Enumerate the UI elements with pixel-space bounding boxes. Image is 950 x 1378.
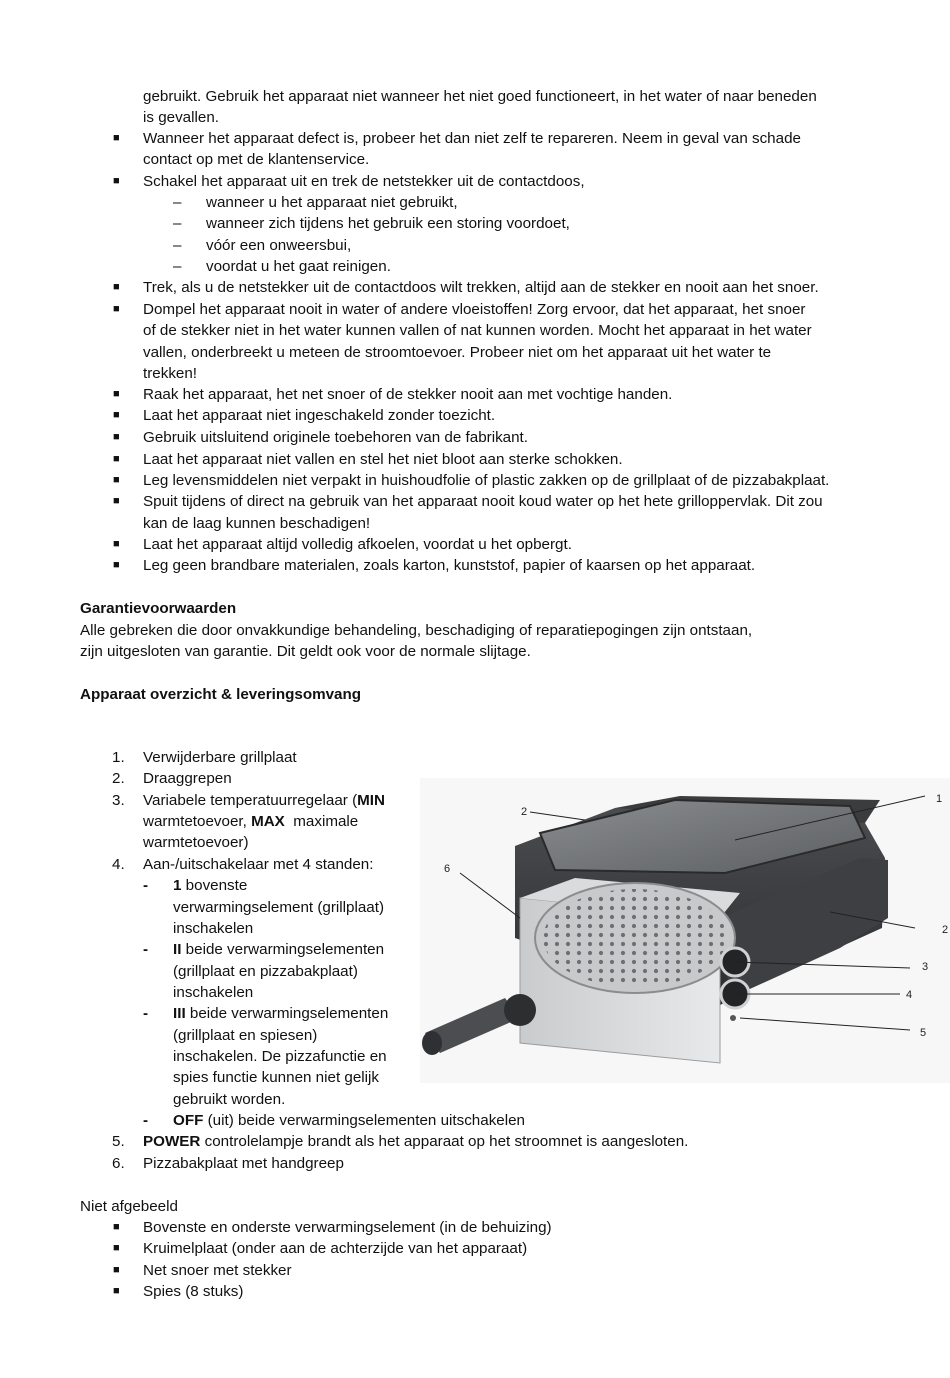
switch-setting: verwarmingselement (grillplaat)	[173, 899, 385, 916]
figure-label-4: 4	[906, 989, 913, 1001]
overview-item: Verwijderbare grillplaat	[143, 749, 297, 766]
bullet-square-icon: ■	[113, 474, 120, 486]
safety-subitem: voordat u het gaat reinigen.	[206, 258, 391, 275]
warranty-text: zijn uitgesloten van garantie. Dit geldt ook voor de normale slijtage.	[80, 643, 531, 660]
warranty-heading: Garantievoorwaarden	[80, 600, 237, 617]
list-number: 4.	[112, 856, 125, 873]
bullet-square-icon: ■	[113, 495, 120, 507]
dash-bullet-icon: –	[173, 258, 182, 275]
bullet-square-icon: ■	[113, 559, 120, 571]
bullet-square-icon: ■	[113, 303, 120, 315]
figure-label-2: 2	[521, 806, 528, 818]
bullet-square-icon: ■	[113, 538, 120, 550]
dash-bullet-icon: –	[173, 194, 182, 211]
bullet-square-icon: ■	[113, 1221, 120, 1233]
safety-item: vallen, onderbreekt u meteen de stroomtoevoer. Probeer niet om het apparaat uit het water te	[143, 344, 772, 361]
dash-bullet-icon: –	[173, 237, 182, 254]
list-number: 2.	[112, 770, 125, 787]
safety-item: Leg geen brandbare materialen, zoals karton, kunststof, papier of kaarsen op het apparaat.	[143, 557, 756, 574]
pizza-handle-end	[422, 1031, 442, 1055]
power-lamp	[730, 1015, 736, 1021]
overview-item: Aan-/uitschakelaar met 4 standen:	[143, 856, 374, 873]
figure-label-5: 5	[920, 1027, 927, 1039]
safety-item: Gebruik uitsluitend originele toebehoren van de fabrikant.	[143, 429, 528, 446]
safety-subitem: wanneer u het apparaat niet gebruikt,	[206, 194, 458, 211]
list-number: 1.	[112, 749, 125, 766]
overview-heading: Apparaat overzicht & leveringsomvang	[80, 686, 362, 703]
bullet-square-icon: ■	[113, 1285, 120, 1297]
not-shown-item: Net snoer met stekker	[143, 1262, 292, 1279]
not-shown-heading: Niet afgebeeld	[80, 1198, 178, 1215]
overview-item: Variabele temperatuurregelaar (MIN	[143, 792, 385, 809]
switch-setting: inschakelen	[173, 984, 254, 1001]
bullet-square-icon: ■	[113, 388, 120, 400]
bullet-square-icon: ■	[113, 1264, 120, 1276]
grill-device-illustration	[420, 778, 950, 1083]
switch-setting: OFF (uit) beide verwarmingselementen uitschakelen	[173, 1112, 526, 1129]
overview-item: Draaggrepen	[143, 770, 232, 787]
figure-label-1: 1	[936, 793, 943, 805]
figure-label-3: 3	[922, 961, 929, 973]
overview-item: warmtetoevoer, MAX maximale	[143, 813, 359, 830]
dash-bullet-icon: -	[143, 877, 149, 894]
safety-item: Schakel het apparaat uit en trek de netstekker uit de contactdoos,	[143, 173, 585, 190]
safety-subitem: wanneer zich tijdens het gebruik een storing voordoet,	[206, 215, 570, 232]
dash-bullet-icon: -	[143, 1005, 149, 1022]
safety-item: Raak het apparaat, het net snoer of de stekker nooit aan met vochtige handen.	[143, 386, 673, 403]
list-number: 6.	[112, 1155, 125, 1172]
switch-setting: 1 bovenste	[173, 877, 248, 894]
bullet-square-icon: ■	[113, 409, 120, 421]
warranty-text: Alle gebreken die door onvakkundige behandeling, beschadiging of reparatiepogingen zijn ontstaan,	[80, 622, 753, 639]
safety-item: kan de laag kunnen beschadigen!	[143, 515, 371, 532]
safety-item: trekken!	[143, 365, 198, 382]
overview-item: Pizzabakplaat met handgreep	[143, 1155, 344, 1172]
switch-setting: spies functie kunnen niet gelijk	[173, 1069, 380, 1086]
safety-item: Spuit tijdens of direct na gebruik van het apparaat nooit koud water op het hete grilloppervlak. Dit zou	[143, 493, 823, 510]
figure-label-6: 6	[444, 863, 451, 875]
dash-bullet-icon: -	[143, 1112, 149, 1129]
safety-item: Laat het apparaat niet vallen en stel het niet bloot aan sterke schokken.	[143, 451, 623, 468]
bullet-square-icon: ■	[113, 453, 120, 465]
safety-item: Leg levensmiddelen niet verpakt in huishoudfolie of plastic zakken op de grillplaat of de pizzabakplaat.	[143, 472, 830, 489]
list-number: 3.	[112, 792, 125, 809]
list-number: 5.	[112, 1133, 125, 1150]
safety-item: Trek, als u de netstekker uit de contactdoos wilt trekken, altijd aan de stekker en nooit aan het snoer.	[143, 279, 819, 296]
bullet-square-icon: ■	[113, 1242, 120, 1254]
safety-continued-line: is gevallen.	[143, 109, 219, 126]
dash-bullet-icon: –	[173, 215, 182, 232]
overview-item: POWER controlelampje brandt als het apparaat op het stroomnet is aangesloten.	[143, 1133, 689, 1150]
pizza-plate-holes	[543, 889, 727, 987]
safety-item: of de stekker niet in het water kunnen vallen of nat kunnen worden. Mocht het apparaat in het water	[143, 322, 812, 339]
bullet-square-icon: ■	[113, 281, 120, 293]
safety-item: Laat het apparaat altijd volledig afkoelen, voordat u het opbergt.	[143, 536, 572, 553]
safety-subitem: vóór een onweersbui,	[206, 237, 352, 254]
safety-item: Laat het apparaat niet ingeschakeld zonder toezicht.	[143, 407, 496, 424]
switch-setting: II beide verwarmingselementen	[173, 941, 385, 958]
overview-item: warmtetoevoer)	[143, 834, 249, 851]
not-shown-item: Bovenste en onderste verwarmingselement (in de behuizing)	[143, 1219, 552, 1236]
safety-item: Wanneer het apparaat defect is, probeer het dan niet zelf te repareren. Neem in geval van schade	[143, 130, 801, 147]
switch-setting: (grillplaat en spiesen)	[173, 1027, 318, 1044]
dash-bullet-icon: -	[143, 941, 149, 958]
switch-setting: inschakelen. De pizzafunctie en	[173, 1048, 387, 1065]
switch-setting: gebruikt worden.	[173, 1091, 286, 1108]
figure-label-2: 2	[942, 924, 949, 936]
bullet-square-icon: ■	[113, 175, 120, 187]
safety-continued-line: gebruikt. Gebruik het apparaat niet wanneer het niet goed functioneert, in het water of naar beneden	[143, 88, 817, 105]
not-shown-item: Spies (8 stuks)	[143, 1283, 244, 1300]
bullet-square-icon: ■	[113, 431, 120, 443]
safety-item: contact op met de klantenservice.	[143, 151, 370, 168]
switch-setting: inschakelen	[173, 920, 254, 937]
safety-item: Dompel het apparaat nooit in water of andere vloeistoffen! Zorg ervoor, dat het apparaat, het snoer	[143, 301, 806, 318]
bullet-square-icon: ■	[113, 132, 120, 144]
switch-setting: III beide verwarmingselementen	[173, 1005, 389, 1022]
switch-setting: (grillplaat en pizzabakplaat)	[173, 963, 358, 980]
handle-mount	[504, 994, 536, 1026]
not-shown-item: Kruimelplaat (onder aan de achterzijde van het apparaat)	[143, 1240, 528, 1257]
